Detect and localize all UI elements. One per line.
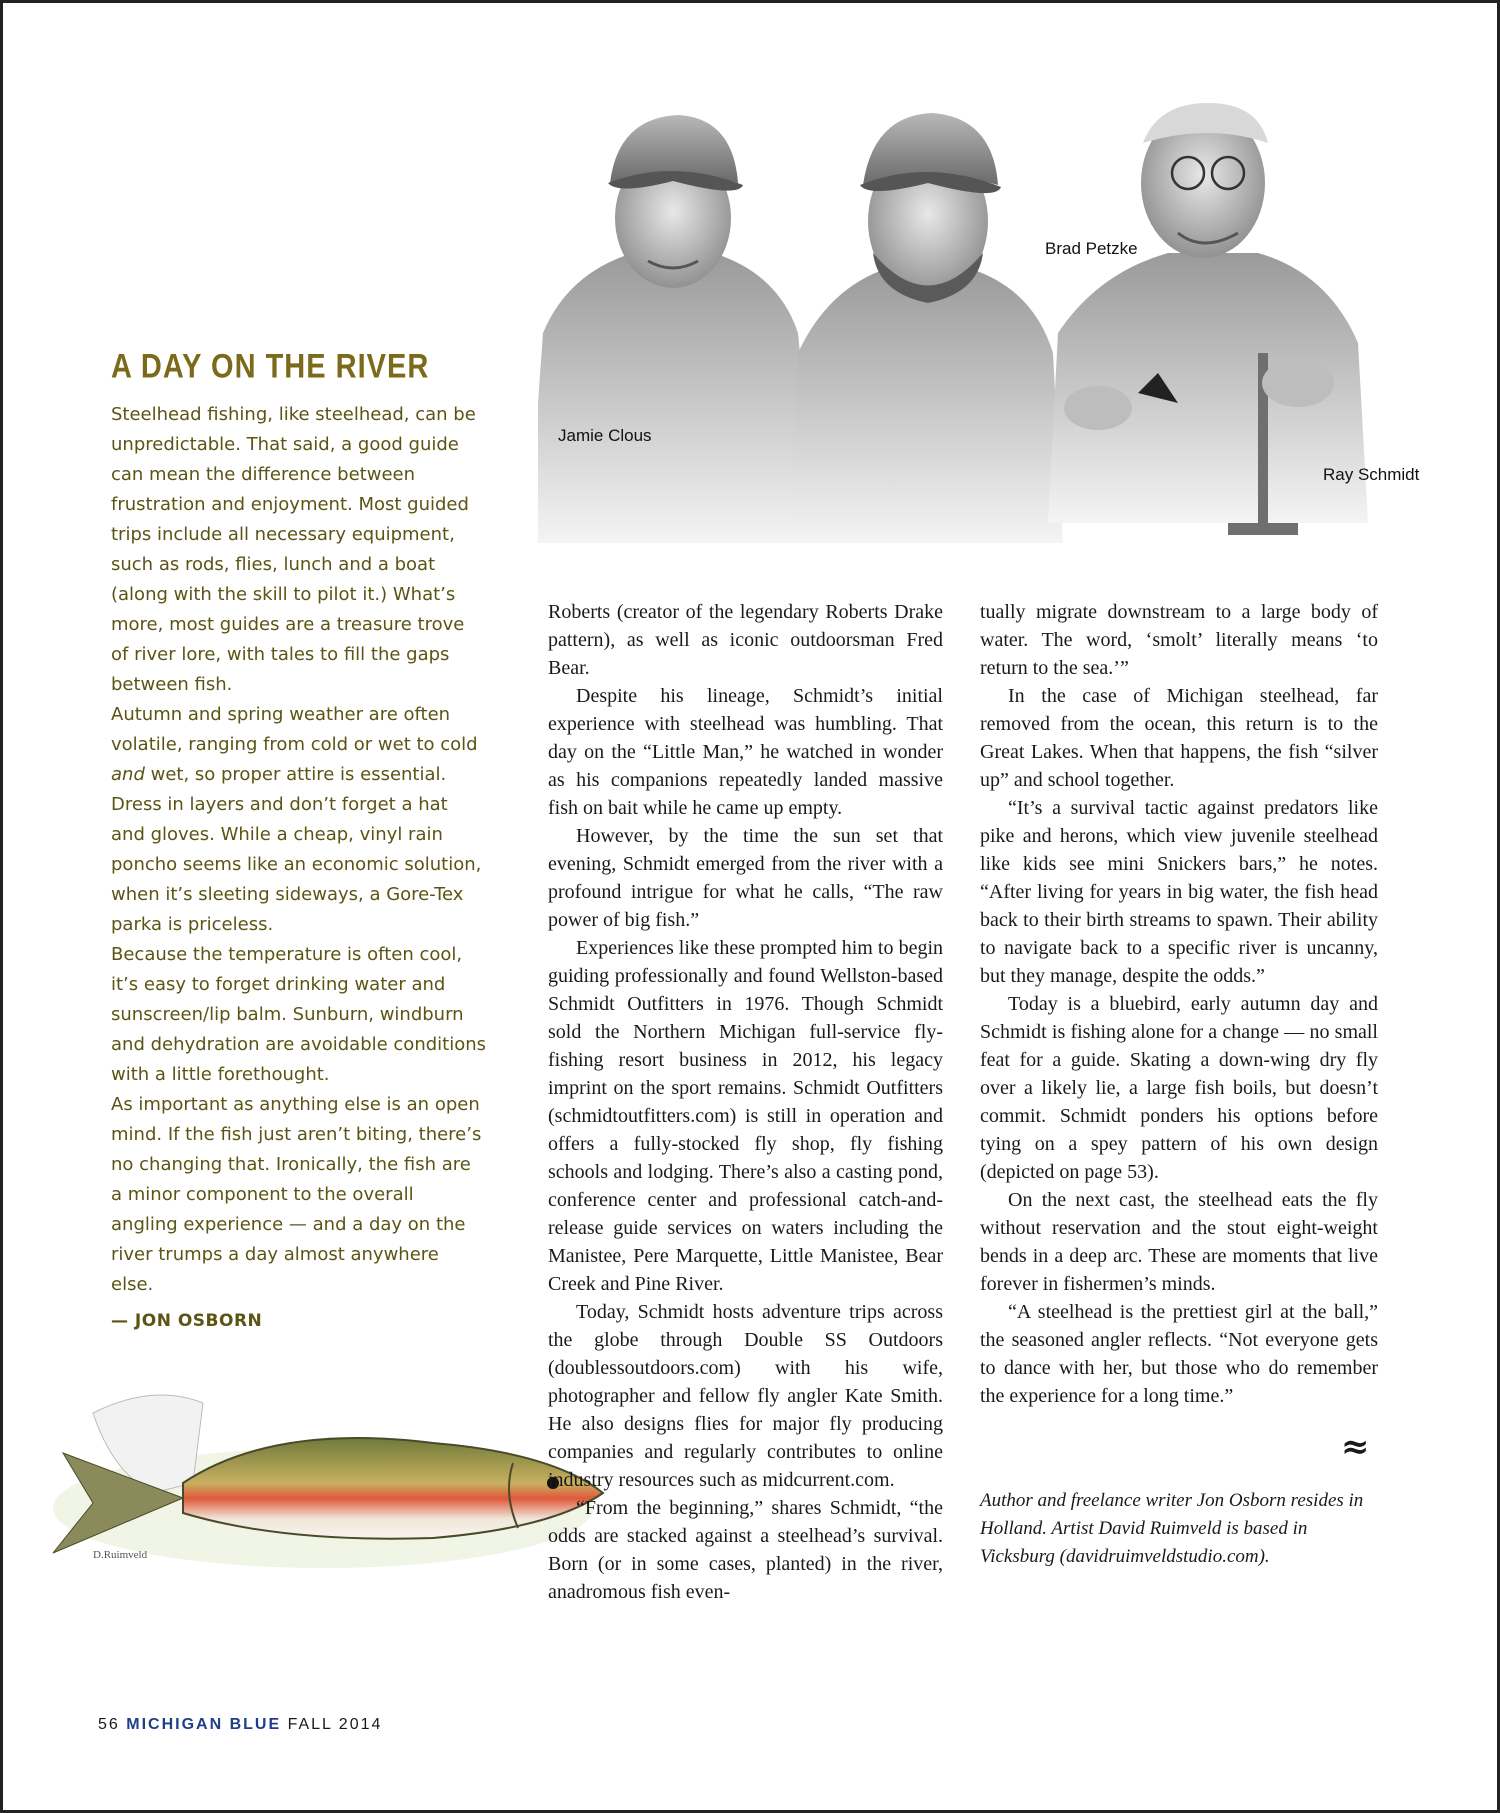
article-column-2 xyxy=(980,598,1378,1410)
article-paragraph: Today, Schmidt hosts adventure trips across the globe through Double SS Outdoors (doublessoutdoors.com) with his wife, photographer and fellow fly angler Kate Smith. He also designs flies for major fly producing companies and regularly contributes to online industry resources such as midcurrent.com. xyxy=(548,1301,943,1491)
portrait-brad xyxy=(788,113,1063,543)
article-paragraph: “From the beginning,” shares Schmidt, “the odds are stacked against a steelhead’s survival. Born (or in some cases, planted) in the river, anadromous fish even- xyxy=(548,1497,943,1603)
magazine-brand: MICHIGAN BLUE xyxy=(126,1716,282,1733)
sidebar-paragraph: As important as anything else is an open mind. If the fish just aren’t biting, there’s no changing that. Ironically, the fish are a minor component to the overall angling experience — and a day on the river trumps a day almost anywhere else. xyxy=(111,1094,482,1295)
article-paragraph: However, by the time the sun set that evening, Schmidt emerged from the river with a profound intrigue for what he calls, “The raw power of big fish.” xyxy=(548,825,943,931)
page-number: 56 xyxy=(98,1716,120,1733)
caption-jamie-clous: Jamie Clous xyxy=(558,426,652,445)
article-paragraph: Roberts (creator of the legendary Roberts Drake pattern), as well as iconic outdoorsman Fred Bear. xyxy=(548,601,943,679)
article-paragraph: In the case of Michigan steelhead, far removed from the ocean, this return is to the Great Lakes. When that happens, the fish “silver up” and school together. xyxy=(980,685,1378,791)
article-paragraph: “A steelhead is the prettiest girl at the ball,” the seasoned angler reflects. “Not everyone gets to dance with her, but those who do remember the experience for a long time.” xyxy=(980,1301,1378,1407)
article-paragraph: On the next cast, the steelhead eats the fly without reservation and the stout eight-weight bends in a deep arc. These are moments that live forever in fishermen’s minds. xyxy=(980,1189,1378,1295)
portrait-jamie xyxy=(538,115,818,543)
sidebar-paragraph: Because the temperature is often cool, it’s easy to forget drinking water and sunscreen/lip balm. Sunburn, windburn and dehydration are avoidable conditions with a little forethought. xyxy=(111,944,487,1085)
article-paragraph: Today is a bluebird, early autumn day and Schmidt is fishing alone for a change — no small feat for a guide. Skating a down-wing dry fly over a likely lie, a large fish boils, but doesn’t commit. Schmidt ponders his options before tying on a spey pattern of his own design (depicted on page 53). xyxy=(980,993,1378,1183)
sidebar-title: A DAY ON THE RIVER xyxy=(111,348,430,386)
caption-ray-schmidt: Ray Schmidt xyxy=(1323,465,1420,484)
article-paragraph: Despite his lineage, Schmidt’s initial experience with steelhead was humbling. That day on the “Little Man,” he watched in wonder as his companions repeatedly landed massive fish on bait while he came up empty. xyxy=(548,685,943,819)
sidebar-paragraph: Autumn and spring weather are often volatile, ranging from cold or wet to cold and wet, so proper attire is essential. xyxy=(111,704,478,785)
sidebar-paragraph: Steelhead fishing, like steelhead, can be unpredictable. That said, a good guide can mean the difference between frustration and enjoyment. Most guided trips include all necessary equipment, such as rods, flies, lunch and a boat (along with the skill to pilot it.) What’s more, most guides are a treasure trove of river lore, with tales to fill the gaps between fish. xyxy=(111,404,476,695)
portrait-ray xyxy=(1048,103,1368,535)
issue-date: FALL 2014 xyxy=(287,1716,383,1733)
caption-brad-petzke: Brad Petzke xyxy=(1045,239,1138,258)
sidebar-paragraph: Dress in layers and don’t forget a hat and gloves. While a cheap, vinyl rain poncho seems like an economic solution, when it’s sleeting sideways, a Gore-Tex parka is priceless. xyxy=(111,794,482,935)
article-paragraph: tually migrate downstream to a large body of water. The word, ‘smolt’ literally means ‘to return to the sea.’” xyxy=(980,601,1378,679)
steelhead-fish-illustration xyxy=(33,1343,613,1593)
artist-signature: D.Ruimveld xyxy=(93,1549,148,1561)
article-paragraph: “It’s a survival tactic against predators like pike and herons, which view juvenile steelhead like kids see mini Snickers bars,” he notes. “After living for years in big water, the fish head back to their birth streams to spawn. Their ability to navigate back to a specific river is uncanny, but they manage, despite the odds.” xyxy=(980,797,1378,987)
sidebar-byline: — JON OSBORN xyxy=(111,1311,263,1331)
article-column-1 xyxy=(548,598,943,1606)
sidebar-text xyxy=(111,400,486,1336)
author-credit: Author and freelance writer Jon Osborn resides in Holland. Artist David Ruimveld is based in Vicksburg (davidruimveldstudio.com). xyxy=(980,1490,1364,1567)
end-mark-icon: ≈ xyxy=(1341,1427,1370,1467)
page-footer xyxy=(98,1716,382,1734)
article-paragraph: Experiences like these prompted him to begin guiding professionally and found Wellston-based Schmidt Outfitters in 1976. Though Schmidt sold the Northern Michigan full-service fly-fishing resort business in 2012, his legacy imprint on the sport remains. Schmidt Outfitters (schmidtoutfitters.com) is still in operation and offers a fully-stocked fly shop, fly fishing schools and lodging. There’s also a casting pond, conference center and professional catch-and-release guide services on waters including the Manistee, Pere Marquette, Little Manistee, Bear Creek and Pine River. xyxy=(548,937,943,1295)
guide-portraits-illustration xyxy=(538,103,1438,553)
